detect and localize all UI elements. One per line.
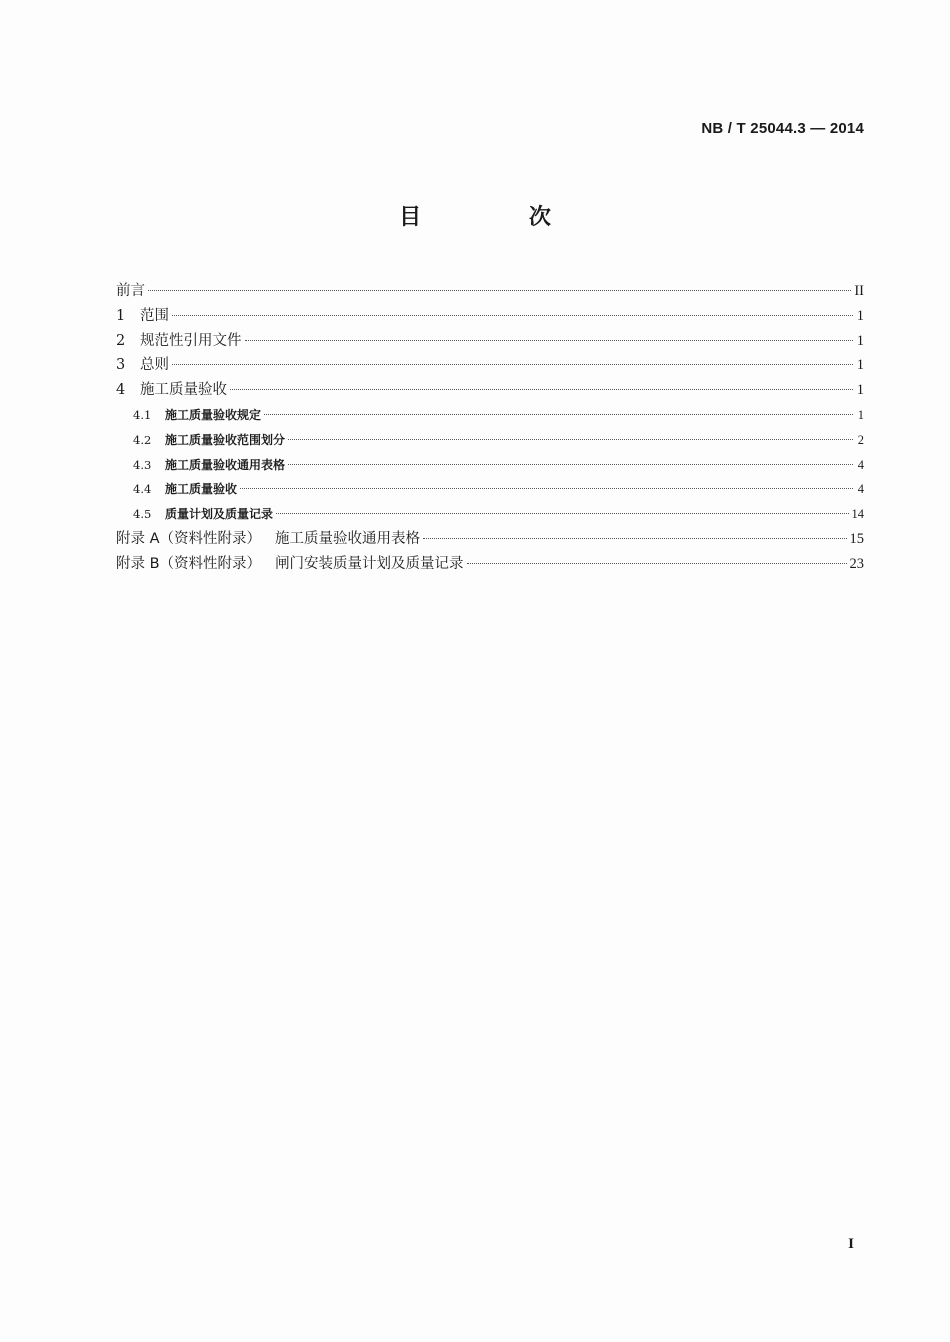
toc-entry-normative-references[interactable] bbox=[116, 329, 864, 354]
page-number: I bbox=[848, 1236, 854, 1252]
toc-entry-4-5[interactable] bbox=[116, 502, 864, 527]
toc-entry-appendix-number: 附录 B（资料性附录） bbox=[116, 555, 262, 572]
dot-leader bbox=[288, 464, 853, 465]
toc-entry-label: 施工质量验收规定 bbox=[165, 407, 262, 422]
toc-entry-page: II bbox=[854, 283, 864, 299]
toc-entry-appendix-b[interactable] bbox=[116, 552, 864, 577]
dot-leader bbox=[148, 290, 851, 291]
toc-entry-page: 14 bbox=[851, 507, 864, 522]
toc-entry-label: 规范性引用文件 bbox=[140, 332, 242, 349]
toc-entry-label: 施工质量验收通用表格 bbox=[165, 457, 286, 472]
toc-entry-4-3[interactable] bbox=[116, 453, 864, 478]
toc-entry-page: 4 bbox=[857, 482, 864, 497]
standard-code: NB / T 25044.3 — 2014 bbox=[701, 120, 864, 137]
dot-leader bbox=[240, 488, 853, 489]
dot-leader bbox=[467, 563, 847, 564]
toc-entry-4-2[interactable] bbox=[116, 428, 864, 453]
dot-leader bbox=[276, 513, 848, 514]
dot-leader bbox=[423, 538, 846, 539]
toc-entry-number: 4.3 bbox=[133, 457, 152, 472]
dot-leader bbox=[230, 389, 853, 390]
toc-entry-number: 4.4 bbox=[133, 482, 152, 497]
toc-entry-page: 1 bbox=[857, 407, 864, 422]
toc-entry-page: 1 bbox=[856, 382, 864, 399]
toc-entry-label: 总则 bbox=[140, 357, 169, 374]
toc-entry-page: 23 bbox=[849, 555, 864, 572]
toc-entry-foreword[interactable] bbox=[116, 279, 864, 304]
toc-entry-label: 前言 bbox=[116, 283, 145, 299]
toc-entry-label: 闸门安装质量计划及质量记录 bbox=[275, 555, 464, 572]
toc-entry-label: 施工质量验收 bbox=[165, 482, 238, 497]
toc-entry-page: 2 bbox=[857, 432, 864, 447]
toc-entry-number: 4.5 bbox=[133, 507, 152, 522]
dot-leader bbox=[172, 364, 853, 365]
toc-entry-number: 3 bbox=[116, 357, 126, 374]
toc-entry-number: 4.2 bbox=[133, 432, 152, 447]
dot-leader bbox=[264, 414, 853, 415]
dot-leader bbox=[245, 340, 854, 341]
toc-entry-label: 施工质量验收范围划分 bbox=[165, 432, 286, 447]
toc-entry-page: 1 bbox=[856, 332, 864, 349]
toc-entry-number: 2 bbox=[116, 332, 126, 349]
toc-entry-appendix-a[interactable] bbox=[116, 527, 864, 552]
toc-entry-4-1[interactable] bbox=[116, 403, 864, 428]
toc-entry-general[interactable] bbox=[116, 353, 864, 378]
toc-entry-4-4[interactable] bbox=[116, 477, 864, 502]
dot-leader bbox=[172, 315, 853, 316]
table-of-contents bbox=[116, 279, 864, 577]
toc-entry-page: 15 bbox=[849, 530, 864, 547]
toc-entry-label: 范围 bbox=[140, 307, 169, 324]
toc-entry-quality-acceptance[interactable] bbox=[116, 378, 864, 403]
toc-entry-scope[interactable] bbox=[116, 304, 864, 329]
toc-entry-page: 4 bbox=[857, 457, 864, 472]
toc-entry-number: 4.1 bbox=[133, 407, 152, 422]
toc-entry-label: 施工质量验收通用表格 bbox=[275, 530, 421, 547]
toc-entry-label: 施工质量验收 bbox=[140, 382, 227, 399]
toc-entry-number: 4 bbox=[116, 382, 126, 399]
toc-entry-number: 1 bbox=[116, 307, 126, 324]
toc-entry-appendix-number: 附录 A（资料性附录） bbox=[116, 530, 262, 547]
toc-entry-page: 1 bbox=[856, 357, 864, 374]
toc-entry-label: 质量计划及质量记录 bbox=[165, 507, 274, 522]
toc-entry-page: 1 bbox=[856, 307, 864, 324]
page-title: 目 次 bbox=[399, 205, 601, 230]
dot-leader bbox=[288, 439, 853, 440]
